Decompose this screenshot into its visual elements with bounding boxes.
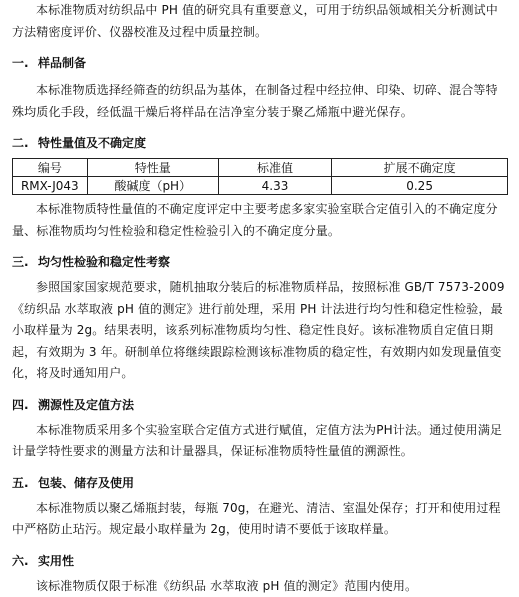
- section-title: 包装、储存及使用: [38, 476, 134, 490]
- section-title: 样品制备: [38, 56, 86, 70]
- section-number: 五.: [12, 473, 38, 494]
- header-cell-code: 编号: [13, 159, 88, 177]
- section-number: 一.: [12, 53, 38, 74]
- section-number: 二.: [12, 133, 38, 154]
- table-row: [13, 177, 508, 195]
- section-4-paragraph: 本标准物质采用多个实验室联合定值方式进行赋值，定值方法为PH计法。通过使用满足计量学特性要求的测量方法和计量器具，保证标准物质特性量值的溯源性。: [12, 420, 509, 463]
- section-heading-2: [12, 133, 509, 154]
- section-number: 四.: [12, 395, 38, 416]
- section-5-paragraph: 本标准物质以聚乙烯瓶封装，每瓶 70g，在避光、清洁、室温处保存；打开和使用过程中严格防止玷污。规定最小取样量为 2g，使用时请不要低于该取样量。: [12, 498, 509, 541]
- header-cell-uncertainty: 扩展不确定度: [332, 159, 508, 177]
- cell-code: RMX-J043: [13, 177, 88, 195]
- cell-standard-value: 4.33: [218, 177, 331, 195]
- section-title: 特性量值及不确定度: [38, 136, 146, 150]
- section-number: 三.: [12, 252, 38, 273]
- cell-property: 酸碱度（pH）: [87, 177, 218, 195]
- section-heading-6: [12, 551, 509, 572]
- section-number: 六.: [12, 551, 38, 572]
- section-title: 实用性: [38, 554, 74, 568]
- header-cell-standard-value: 标准值: [218, 159, 331, 177]
- section-1-paragraph: 本标准物质选择经筛查的纺织品为基体，在制备过程中经拉伸、印染、切碎、混合等特殊均质化手段，经低温干燥后将样品在洁净室分装于聚乙烯瓶中避光保存。: [12, 80, 509, 123]
- section-heading-3: [12, 252, 509, 273]
- section-heading-4: [12, 395, 509, 416]
- header-cell-property: 特性量: [87, 159, 218, 177]
- document-page: [12, 0, 509, 597]
- property-value-table: [12, 158, 508, 195]
- section-3-paragraph: 参照国家国家规范要求，随机抽取分装后的标准物质样品，按照标准 GB/T 7573-2009《纺织品 水萃取液 pH 值的测定》进行前处理，采用 PH 计法进行均匀性和稳定性检验，最小取样量为 2g。结果表明，该系列标准物质均匀性、稳定性良好。该标准物质自定值日期起，有效期为 3 年。研制单位将继续跟踪检测该标准物质的稳定性，有效期内如发现量值变化，将及时通知用户。: [12, 277, 509, 385]
- table-header-row: [13, 159, 508, 177]
- cell-uncertainty: 0.25: [332, 177, 508, 195]
- section-heading-5: [12, 473, 509, 494]
- section-title: 均匀性检验和稳定性考察: [38, 255, 170, 269]
- intro-paragraph: 本标准物质对纺织品中 PH 值的研究具有重要意义，可用于纺织品领域相关分析测试中方法精密度评价、仪器校准及过程中质量控制。: [12, 0, 509, 43]
- section-6-paragraph: 该标准物质仅限于标准《纺织品 水萃取液 pH 值的测定》范围内使用。: [12, 576, 509, 597]
- section-heading-1: [12, 53, 509, 74]
- section-title: 溯源性及定值方法: [38, 398, 134, 412]
- section-2-paragraph: 本标准物质特性量值的不确定度评定中主要考虑多家实验室联合定值引入的不确定度分量、标准物质均匀性检验和稳定性检验引入的不确定度分量。: [12, 199, 509, 242]
